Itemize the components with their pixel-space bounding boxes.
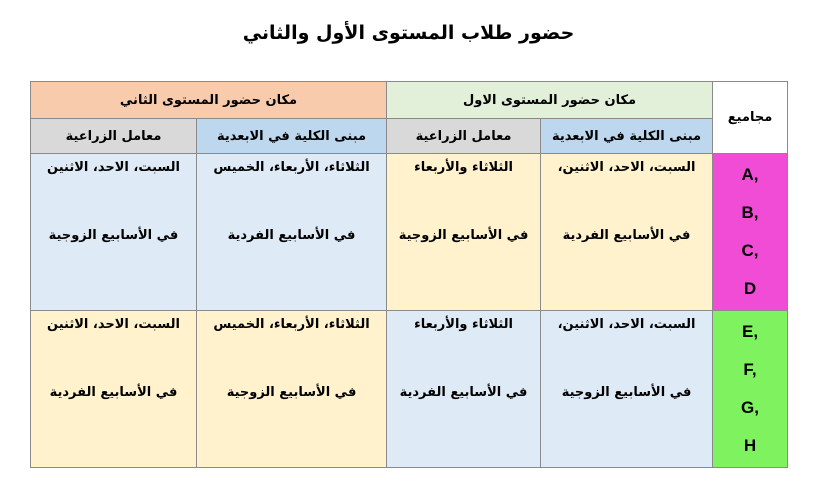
level2-header: مكان حضور المستوى الثاني — [31, 82, 387, 119]
attendance-table — [30, 81, 788, 468]
schedule-cell — [387, 154, 541, 311]
days-text: الثلاثاء والأربعاء — [414, 317, 513, 332]
weeks-text: في الأسابيع الزوجية — [561, 385, 692, 400]
weeks-text: في الأسابيع الزوجية — [226, 385, 357, 400]
weeks-text: في الأسابيع الفردية — [49, 385, 178, 400]
level2-labs-subheader: معامل الزراعية — [31, 119, 197, 154]
days-text: السبت، الاحد، الاثنين، — [557, 317, 696, 332]
groups-cell — [713, 311, 788, 468]
level1-labs-subheader: معامل الزراعية — [387, 119, 541, 154]
group-label: A, — [741, 165, 759, 184]
group-label: C, — [741, 241, 759, 260]
page-title: حضور طلاب المستوى الأول والثاني — [242, 22, 575, 44]
schedule-cell — [197, 311, 387, 468]
weeks-text: في الأسابيع الفردية — [562, 228, 691, 243]
days-text: السبت، الاحد، الاثنين — [47, 160, 180, 175]
days-text: السبت، الاحد، الاثنين، — [557, 160, 696, 175]
days-text: الثلاثاء والأربعاء — [414, 160, 513, 175]
weeks-text: في الأسابيع الزوجية — [48, 228, 179, 243]
days-text: السبت، الاحد، الاثنين — [47, 317, 180, 332]
level2-college-subheader: مبنى الكلية في الابعدية — [197, 119, 387, 154]
group-label: B, — [741, 203, 759, 222]
level1-college-subheader: مبنى الكلية في الابعدية — [541, 119, 713, 154]
weeks-text: في الأسابيع الزوجية — [398, 228, 529, 243]
schedule-cell — [541, 311, 713, 468]
schedule-cell — [31, 154, 197, 311]
group-label: D — [743, 279, 757, 298]
level1-header: مكان حضور المستوى الاول — [387, 82, 713, 119]
schedule-cell — [197, 154, 387, 311]
group-label: G, — [741, 398, 759, 417]
weeks-text: في الأسابيع الفردية — [227, 228, 356, 243]
table-row — [31, 154, 788, 311]
weeks-text: في الأسابيع الفردية — [399, 385, 528, 400]
schedule-cell — [541, 154, 713, 311]
group-label: E, — [742, 322, 759, 341]
group-label: F, — [743, 360, 757, 379]
days-text: الثلاثاء، الأربعاء، الخميس — [213, 317, 370, 332]
days-text: الثلاثاء، الأربعاء، الخميس — [213, 160, 370, 175]
table-row — [31, 311, 788, 468]
schedule-cell — [387, 311, 541, 468]
groups-cell — [713, 154, 788, 311]
schedule-cell — [31, 311, 197, 468]
group-label: H — [743, 436, 757, 455]
groups-header: مجاميع — [713, 82, 788, 154]
